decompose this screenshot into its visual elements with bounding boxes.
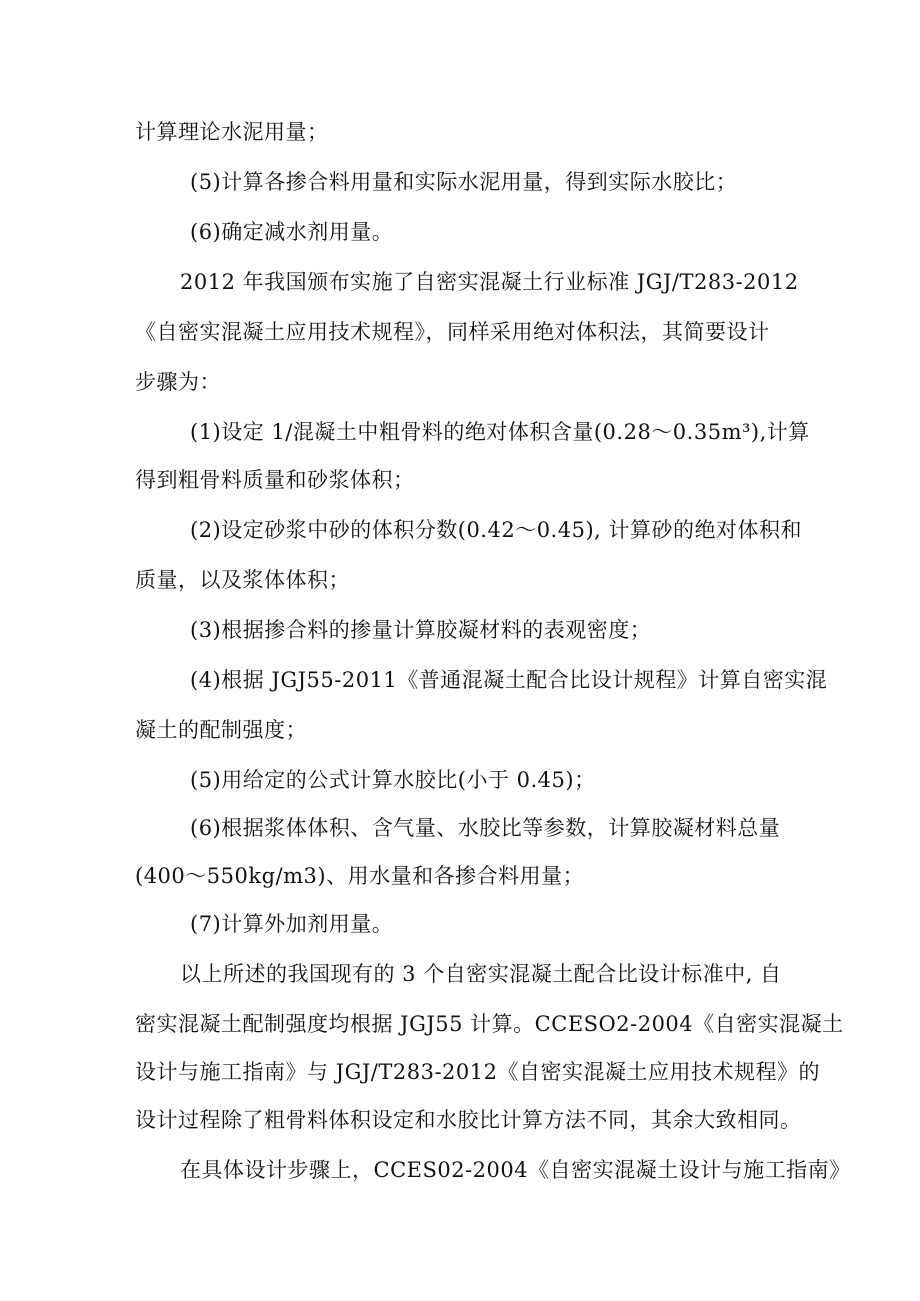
text-line: 质量，以及浆体体积； xyxy=(135,568,350,592)
text-line: (5)用给定的公式计算水胶比(小于 0.45)； xyxy=(190,768,596,792)
text-line: 以上所述的我国现有的 3 个自密实混凝土配合比设计标准中, 自 xyxy=(180,962,782,986)
text-line: (7)计算外加剂用量。 xyxy=(190,912,394,936)
text-line: (6)根据浆体体积、含气量、水胶比等参数，计算胶凝材料总量 xyxy=(190,816,781,840)
text-line: (5)计算各掺合料用量和实际水泥用量，得到实际水胶比； xyxy=(190,170,738,194)
text-line: 凝土的配制强度； xyxy=(135,718,307,742)
text-line: 《自密实混凝土应用技术规程》，同样采用绝对体积法，其简要设计 xyxy=(135,320,770,344)
text-line: 计算理论水泥用量； xyxy=(135,120,329,144)
text-line: (400～550kg/m3)、用水量和各掺合料用量； xyxy=(135,864,585,888)
text-line: (2)设定砂浆中砂的体积分数(0.42～0.45), 计算砂的绝对体积和 xyxy=(190,518,802,542)
text-line: 密实混凝土配制强度均根据 JGJ55 计算。CCESO2-2004《自密实混凝土 xyxy=(135,1012,844,1036)
text-line: 设计过程除了粗骨料体积设定和水胶比计算方法不同，其余大致相同。 xyxy=(135,1108,802,1132)
text-line: 得到粗骨料质量和砂浆体积； xyxy=(135,468,415,492)
text-line: (6)确定减水剂用量。 xyxy=(190,220,394,244)
text-line: 2012 年我国颁布实施了自密实混凝土行业标准 JGJ/T283-2012 xyxy=(180,270,799,294)
text-line: (1)设定 1/混凝土中粗骨料的绝对体积含量(0.28～0.35m³),计算 xyxy=(190,420,810,444)
text-line: 设计与施工指南》与 JGJ/T283-2012《自密实混凝土应用技术规程》的 xyxy=(135,1060,820,1084)
text-line: (4)根据 JGJ55-2011《普通混凝土配合比设计规程》计算自密实混 xyxy=(190,668,828,692)
text-line: 在具体设计步骤上，CCES02-2004《自密实混凝土设计与施工指南》 xyxy=(180,1158,851,1182)
text-line: (3)根据掺合料的掺量计算胶凝材料的表观密度； xyxy=(190,618,652,642)
text-line: 步骤为： xyxy=(135,370,221,394)
